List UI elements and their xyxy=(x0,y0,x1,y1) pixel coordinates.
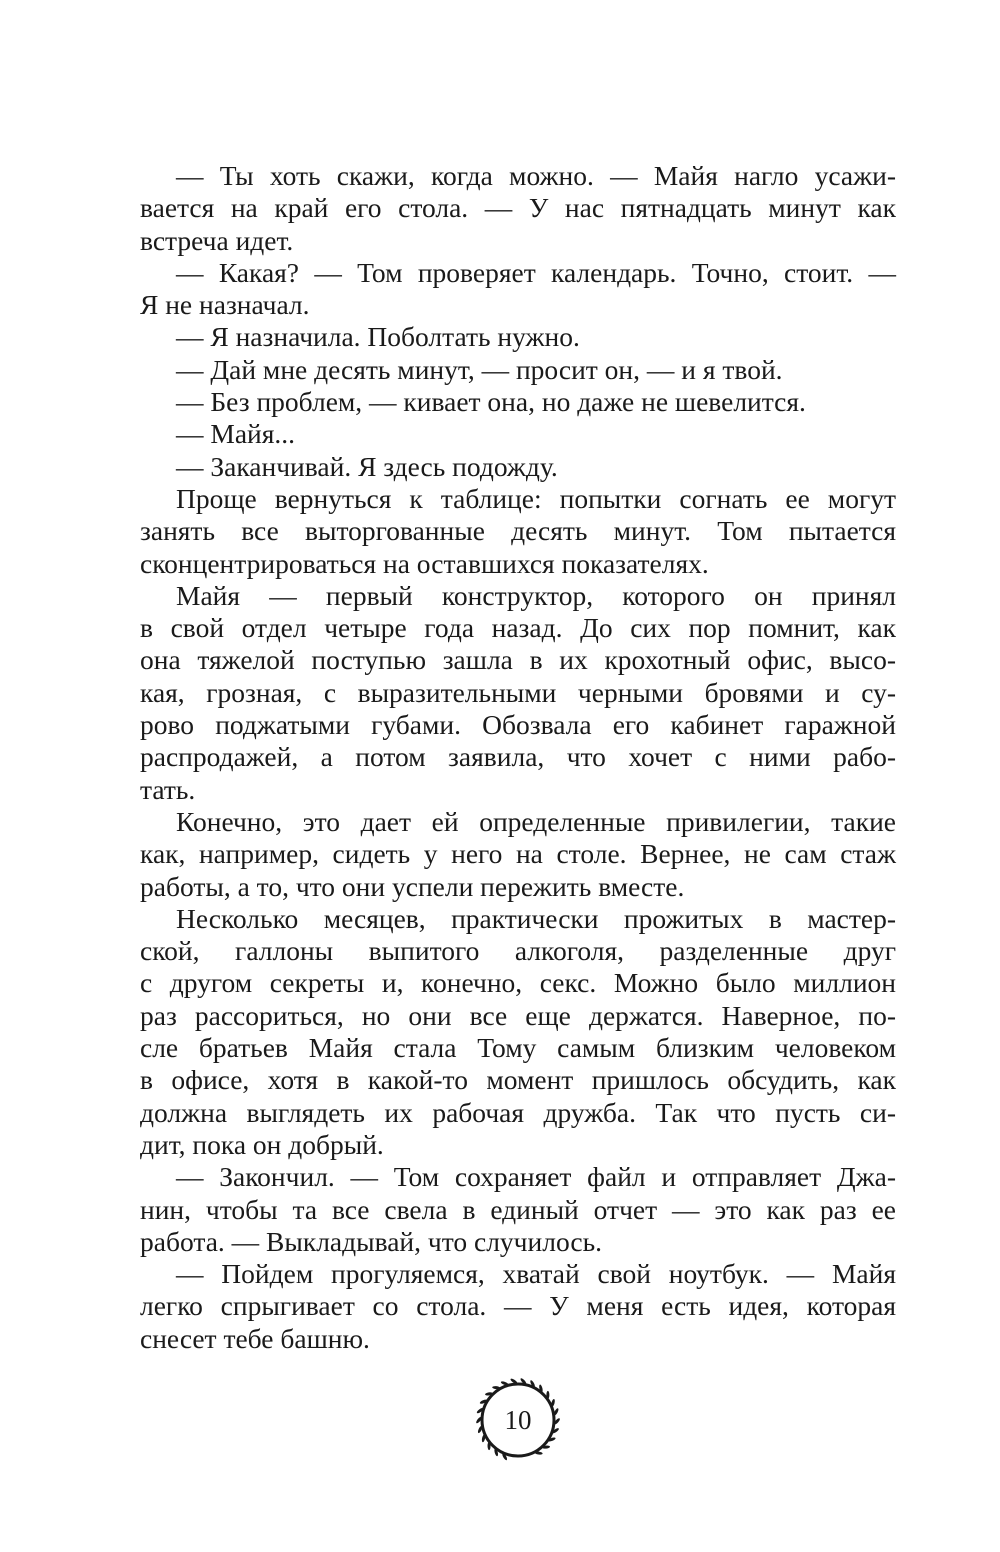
text-line: она тяжелой поступью зашла в их крохотный офис, высо- xyxy=(140,644,896,676)
text-line: Я не назначал. xyxy=(140,289,310,321)
text-line: нин, чтобы та все свела в единый отчет — это как раз ее xyxy=(140,1193,896,1225)
text-line: — Какая? — Том проверяет календарь. Точно, стоит. — xyxy=(176,256,896,288)
text-line: дит, пока он добрый. xyxy=(140,1128,384,1160)
text-line: ской, галлоны выпитого алкоголя, разделенные друг xyxy=(140,935,896,967)
text-line: раз рассориться, но они все еще держатся. Наверное, по- xyxy=(140,999,896,1031)
text-line: встреча идет. xyxy=(140,224,294,256)
page-number: 10 xyxy=(504,1405,532,1435)
text-line: распродажей, а потом заявила, что хочет с ними рабо- xyxy=(140,741,896,773)
text-line: вается на край его стола. — У нас пятнадцать минут как xyxy=(140,192,896,224)
text-line: в свой отдел четыре года назад. До сих пор помнит, как xyxy=(140,612,896,644)
text-line: Конечно, это дает ей определенные привилегии, такие xyxy=(176,805,896,837)
text-line: тать. xyxy=(140,773,196,805)
text-line: снесет тебе башню. xyxy=(140,1322,370,1354)
text-line: Майя — первый конструктор, которого он принял xyxy=(176,579,896,611)
text-line: работы, а то, что они успели пережить вместе. xyxy=(140,870,685,902)
text-line: — Ты хоть скажи, когда можно. — Майя нагло усажи- xyxy=(176,160,896,191)
text-line: — Закончил. — Том сохраняет файл и отправляет Джа- xyxy=(176,1161,896,1193)
body-text xyxy=(140,160,896,1355)
text-line: — Я назначила. Поболтать нужно. xyxy=(176,321,580,353)
page-number-ornament xyxy=(472,1374,564,1466)
text-line: занять все выторгованные десять минут. Том пытается xyxy=(140,515,896,547)
text-line: сле братьев Майя стала Тому самым близким человеком xyxy=(140,1032,896,1064)
text-line: Несколько месяцев, практически прожитых в мастер- xyxy=(176,902,896,934)
text-line: сконцентрироваться на оставшихся показателях. xyxy=(140,547,709,579)
text-line: — Дай мне десять минут, — просит он, — и я твой. xyxy=(176,353,783,385)
text-line: как, например, сидеть у него на столе. Вернее, не сам стаж xyxy=(140,838,896,870)
text-line: — Майя... xyxy=(176,418,296,450)
text-line: рово поджатыми губами. Обозвала его кабинет гаражной xyxy=(140,709,896,741)
text-line: — Заканчивай. Я здесь подожду. xyxy=(176,450,558,482)
text-line: Проще вернуться к таблице: попытки согнать ее могут xyxy=(176,482,896,514)
text-line: — Пойдем прогуляемся, хватай свой ноутбук. — Майя xyxy=(176,1258,896,1290)
text-line: с другом секреты и, конечно, секс. Можно было миллион xyxy=(140,967,896,999)
text-line: — Без проблем, — кивает она, но даже не шевелится. xyxy=(176,386,806,418)
text-line: легко спрыгивает со стола. — У меня есть идея, которая xyxy=(140,1290,896,1322)
text-line: кая, грозная, с выразительными черными бровями и су- xyxy=(140,676,896,708)
text-line: в офисе, хотя в какой-то момент пришлось обсудить, как xyxy=(140,1064,896,1096)
text-line: должна выглядеть их рабочая дружба. Так что пусть си- xyxy=(140,1096,896,1128)
text-line: работа. — Выкладывай, что случилось. xyxy=(140,1225,603,1257)
